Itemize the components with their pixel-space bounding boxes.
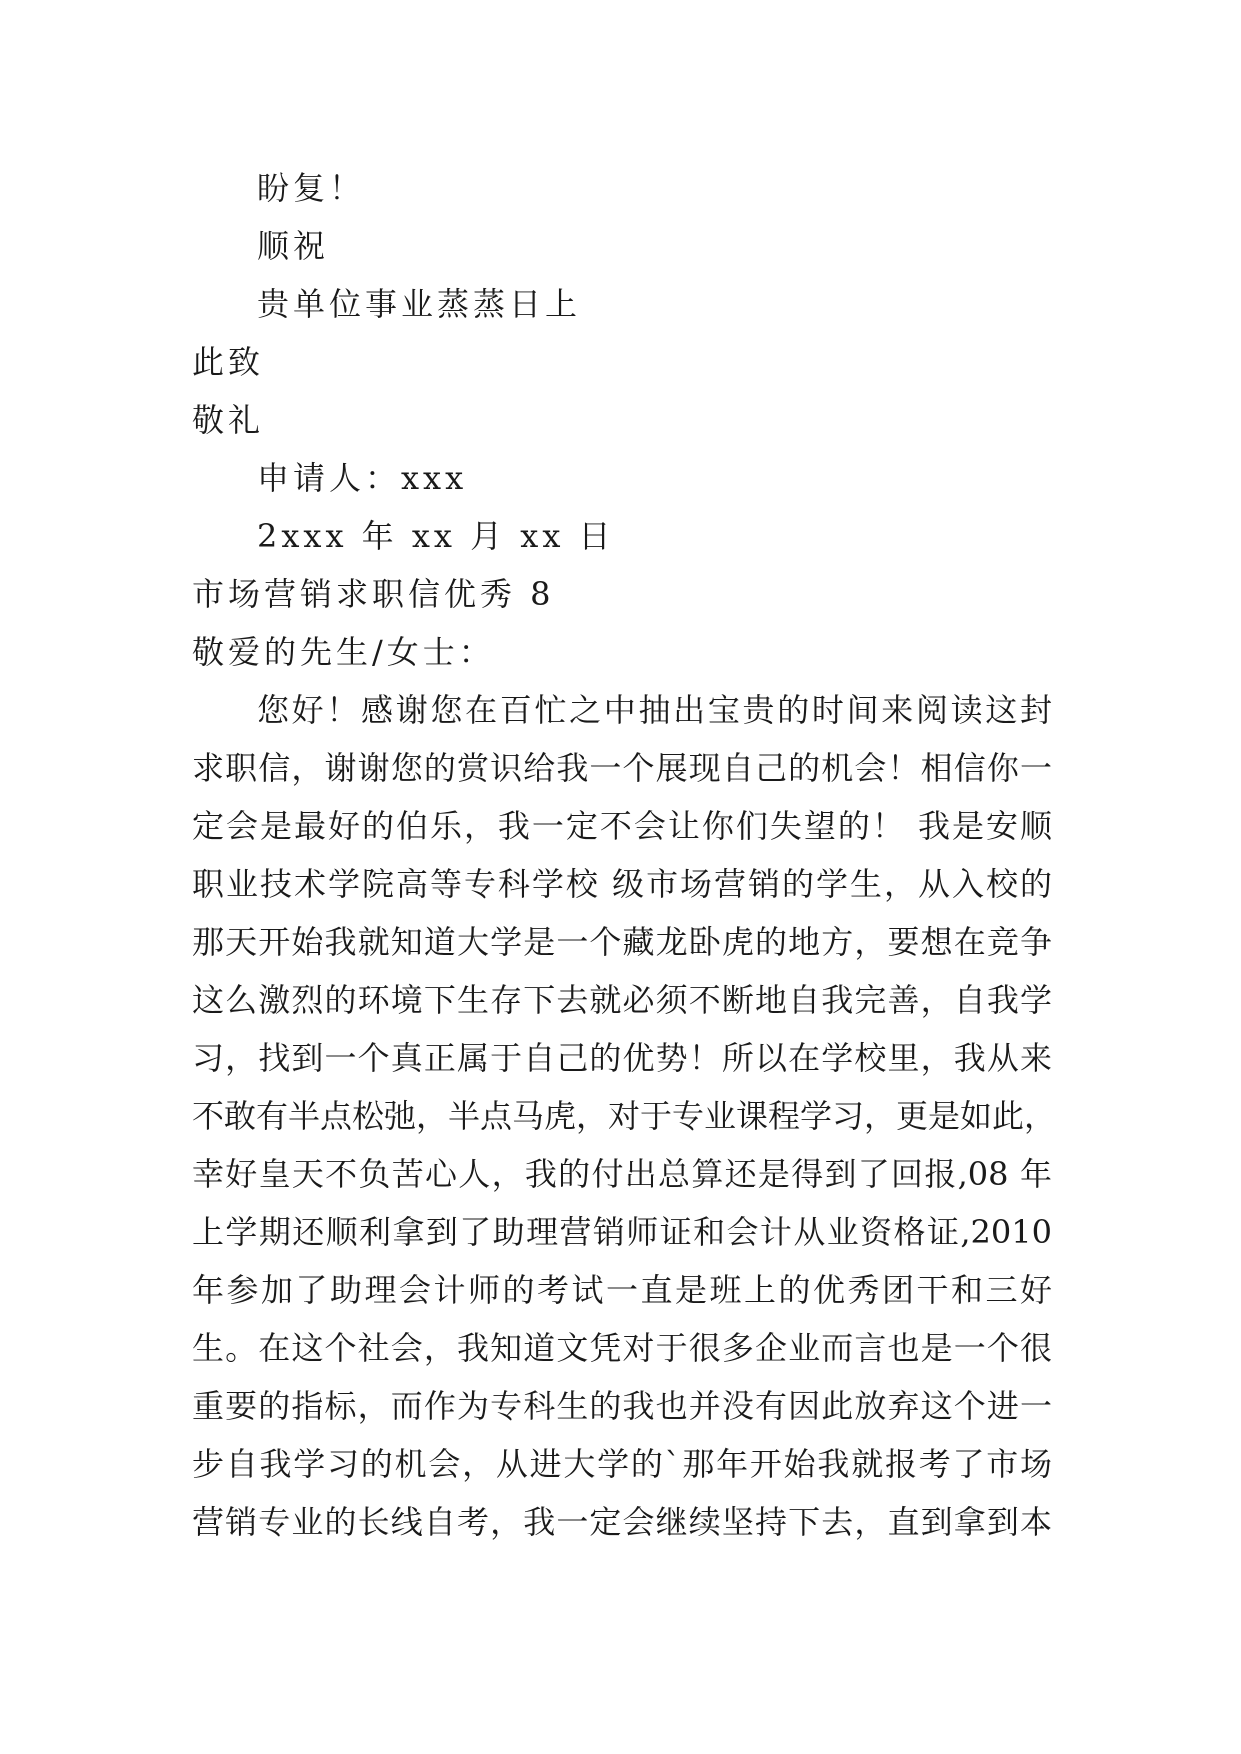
body-line: 年参加了助理会计师的考试一直是班上的优秀团干和三好 [192,1271,1052,1309]
greeting-line: 敬爱的先生/女士： [192,633,495,671]
regards-line: 顺祝 [257,227,330,265]
applicant-line: 申请人：xxx [257,459,468,497]
body-line: 不敢有半点松弛，半点马虎，对于专业课程学习，更是如此， [192,1097,1057,1135]
body-line: 职业技术学院高等专科学校 级市场营销的学生，从入校的 [192,865,1052,903]
section-title: 市场营销求职信优秀 8 [192,575,555,613]
body-line: 营销专业的长线自考，我一定会继续坚持下去，直到拿到本 [192,1503,1052,1541]
body-line: 求职信，谢谢您的赏识给我一个展现自己的机会！相信你一 [192,749,1052,787]
body-line: 生。在这个社会，我知道文凭对于很多企业而言也是一个很 [192,1329,1052,1367]
body-line: 定会是最好的伯乐，我一定不会让你们失望的！ 我是安顺 [192,807,1052,845]
salute-line-2: 敬礼 [192,401,265,439]
date-line: 2xxx 年 xx 月 xx 日 [257,517,615,555]
body-line: 习，找到一个真正属于自己的优势！所以在学校里，我从来 [192,1039,1052,1077]
body-line: 这么激烈的环境下生存下去就必须不断地自我完善，自我学 [192,981,1052,1019]
wish-line: 贵单位事业蒸蒸日上 [257,285,582,323]
await-reply-line: 盼复！ [257,169,366,207]
salute-line-1: 此致 [192,343,265,381]
body-line: 上学期还顺利拿到了助理营销师证和会计从业资格证,2010 [192,1213,1052,1251]
body-line: 您好！感谢您在百忙之中抽出宝贵的时间来阅读这封 [257,691,1052,729]
body-line: 重要的指标，而作为专科生的我也并没有因此放弃这个进一 [192,1387,1052,1425]
body-line: 那天开始我就知道大学是一个藏龙卧虎的地方，要想在竞争 [192,923,1052,961]
body-line: 步自我学习的机会，从进大学的`那年开始我就报考了市场 [192,1445,1052,1483]
body-line: 幸好皇天不负苦心人，我的付出总算还是得到了回报,08 年 [192,1155,1052,1193]
